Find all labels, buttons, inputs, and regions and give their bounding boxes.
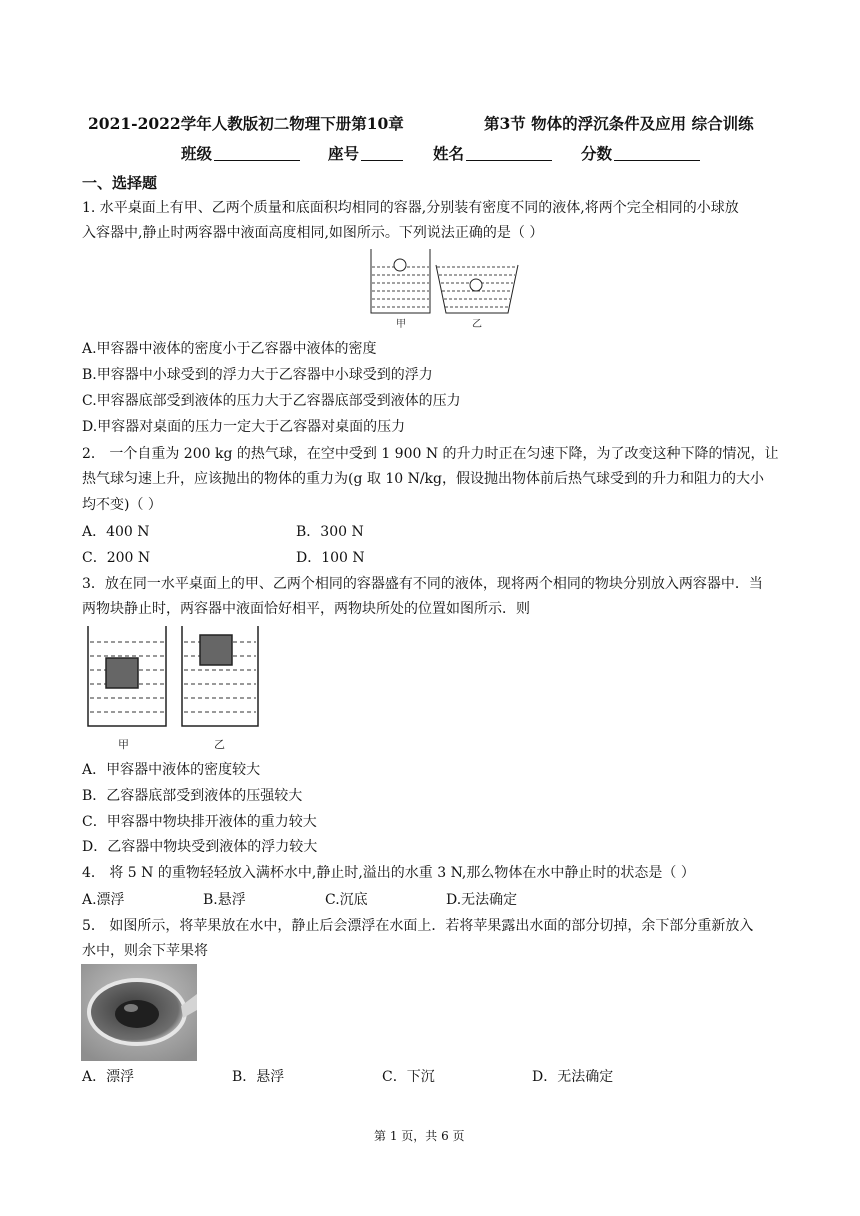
q3-option-b[interactable]: B．乙容器底部受到液体的压强较大 [82,788,303,804]
q2-option-b[interactable]: B．300 N [296,524,364,540]
q1-option-c[interactable]: C.甲容器底部受到液体的压力大于乙容器底部受到液体的压力 [82,393,461,409]
field-name-blank[interactable] [466,146,552,161]
q3-option-c[interactable]: C．甲容器中物块排开液体的重力较大 [82,814,317,830]
field-seat [328,142,403,164]
q1-figure-containers [366,247,522,333]
q5-option-b[interactable]: B．悬浮 [232,1069,285,1085]
field-name [433,142,552,164]
q1-stem-line1: 1. 水平桌面上有甲、乙两个质量和底面积均相同的容器,分别装有密度不同的液体,将两个完全相同的小球放 [82,200,739,216]
q2-option-a[interactable]: A．400 N [82,524,150,540]
q3-stem-line2: 两物块静止时，两容器中液面恰好相平，两物块所处的位置如图所示．则 [82,601,530,617]
q5-stem-line2: 水中，则余下苹果将 [82,943,208,959]
q5-option-c[interactable]: C．下沉 [382,1069,435,1085]
q1-option-a[interactable]: A.甲容器中液体的密度小于乙容器中液体的密度 [82,341,377,357]
q1-option-d[interactable]: D.甲容器对桌面的压力一定大于乙容器对桌面的压力 [82,419,406,435]
q1-option-b[interactable]: B.甲容器中小球受到的浮力大于乙容器中小球受到的浮力 [82,367,433,383]
q2-stem-line1: 2． 一个自重为 200 kg 的热气球，在空中受到 1 900 N 的升力时正在匀速下降，为了改变这种下降的情况，让 [82,446,779,462]
q5-apple-photo [81,964,197,1061]
q3-option-a[interactable]: A．甲容器中液体的密度较大 [82,762,261,778]
field-seat-label: 座号 [328,144,360,163]
q4-option-b[interactable]: B.悬浮 [203,892,246,908]
q2-option-c[interactable]: C．200 N [82,550,151,566]
q2-stem-line3: 均不变)（ ） [82,497,162,513]
q4-option-a[interactable]: A.漂浮 [82,892,125,908]
field-class-label: 班级 [181,144,213,163]
field-class-blank[interactable] [214,146,300,161]
q2-option-d[interactable]: D．100 N [296,550,365,566]
q5-stem-line1: 5． 如图所示，将苹果放在水中，静止后会漂浮在水面上．若将苹果露出水面的部分切掉，余下部分重新放入 [82,918,754,934]
q3-fig-label-yi: 乙 [214,738,225,751]
field-score-label: 分数 [581,144,613,163]
q3-option-d[interactable]: D．乙容器中物块受到液体的浮力较大 [82,839,318,855]
section-heading: 一、选择题 [82,174,158,192]
field-score [581,142,700,164]
q3-figure-containers [82,626,268,754]
q4-option-d[interactable]: D.无法确定 [446,892,518,908]
q5-option-a[interactable]: A．漂浮 [82,1069,135,1085]
q1-stem-line2: 入容器中,静止时两容器中液面高度相同,如图所示。下列说法正确的是（ ） [82,225,544,241]
q1-fig-label-jia: 甲 [396,319,406,330]
title-right: 第3节 物体的浮沉条件及应用 综合训练 [484,114,754,133]
q2-stem-line2: 热气球匀速上升，应该抛出的物体的重力为(g 取 10 N/kg，假设抛出物体前后热气球受到的升力和阻力的大小 [82,471,764,487]
q1-fig-label-yi: 乙 [472,319,482,330]
q3-fig-label-jia: 甲 [118,738,129,751]
field-class [181,142,300,164]
field-score-blank[interactable] [614,146,700,161]
q4-option-c[interactable]: C.沉底 [325,892,368,908]
page-number: 第 1 页，共 6 页 [374,1129,465,1143]
q5-option-d[interactable]: D．无法确定 [532,1069,614,1085]
field-name-label: 姓名 [433,144,465,163]
title-left: 2021-2022学年人教版初二物理下册第10章 [88,114,404,133]
field-seat-blank[interactable] [361,146,403,161]
q4-stem-line1: 4． 将 5 N 的重物轻轻放入满杯水中,静止时,溢出的水重 3 N,那么物体在水中静止时的状态是（ ） [82,865,695,881]
q3-stem-line1: 3．放在同一水平桌面上的甲、乙两个相同的容器盛有不同的液体，现将两个相同的物块分别放入两容器中．当 [82,576,763,592]
